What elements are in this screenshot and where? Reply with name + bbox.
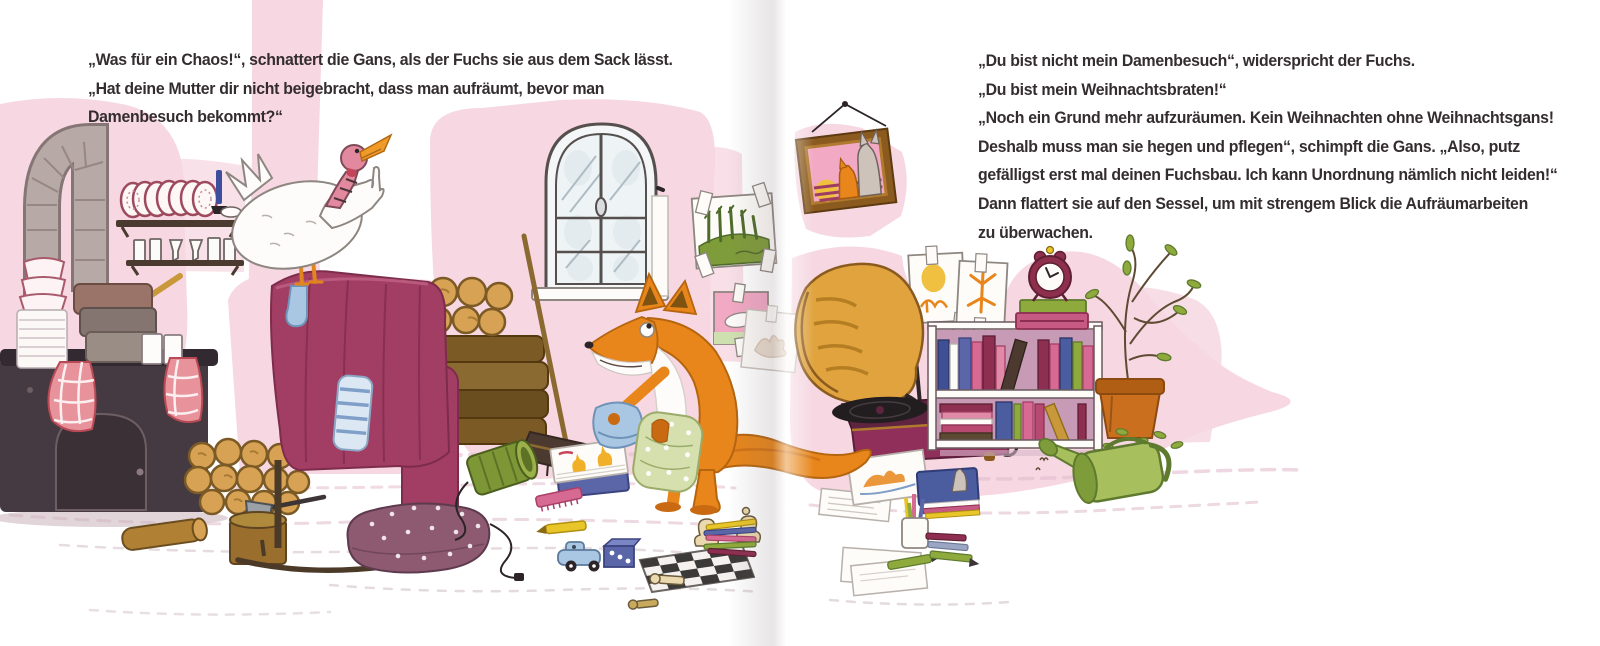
pink-bowls bbox=[20, 258, 66, 316]
picture-frame bbox=[796, 101, 896, 213]
colored-pencil-pile bbox=[704, 519, 756, 557]
yellow-crayon bbox=[536, 521, 587, 535]
story-text-line: Deshalb muss man sie hegen und pflegen“, schimpft die Gans. „Also, putz bbox=[978, 137, 1520, 156]
blue-picture-book bbox=[917, 468, 980, 519]
story-text-line: „Noch ein Grund mehr aufzuräumen. Kein Weihnachten ohne Weihnachtsgans! bbox=[978, 109, 1554, 128]
bookshelf bbox=[928, 322, 1102, 456]
toy-car bbox=[558, 542, 600, 572]
drawing-faint-sketch bbox=[741, 303, 801, 372]
blue-sock bbox=[286, 286, 307, 326]
plates bbox=[121, 181, 217, 217]
story-text-line: „Was für ein Chaos!“, schnattert die Gans, als der Fuchs sie aus dem Sack lässt. bbox=[88, 51, 673, 69]
drawing-asparagus bbox=[690, 182, 777, 278]
story-text-line: gefälligst erst mal deinen Fuchsbau. Ich kann Unordnung nämlich nicht leiden!“ bbox=[978, 166, 1558, 185]
story-text-line: „Hat deine Mutter dir nicht beigebracht, dass man aufräumt, bevor man bbox=[88, 79, 605, 98]
right-page-story-text bbox=[978, 47, 1582, 247]
white-plate-stack bbox=[17, 310, 67, 368]
story-text-line: Damenbesuch bekommt?“ bbox=[88, 108, 283, 127]
left-page-story-text bbox=[88, 46, 697, 132]
story-text-line: „Du bist mein Weihnachtsbraten!“ bbox=[978, 80, 1227, 99]
polka-dot-cushion bbox=[348, 503, 524, 581]
arched-window bbox=[532, 124, 668, 300]
striped-cloth bbox=[333, 375, 373, 452]
pink-comb bbox=[535, 487, 583, 512]
lying-pencils bbox=[926, 533, 980, 568]
story-text-line: Dann flattert sie auf den Sessel, um mit strengem Blick die Aufräumarbeiten bbox=[978, 194, 1528, 213]
books-top-row bbox=[938, 336, 1093, 393]
story-text-line: zu überwachen. bbox=[978, 223, 1093, 242]
story-text-line: „Du bist nicht mein Damenbesuch“, widerspricht der Fuchs. bbox=[978, 52, 1415, 70]
toy-dice-block bbox=[604, 539, 640, 567]
